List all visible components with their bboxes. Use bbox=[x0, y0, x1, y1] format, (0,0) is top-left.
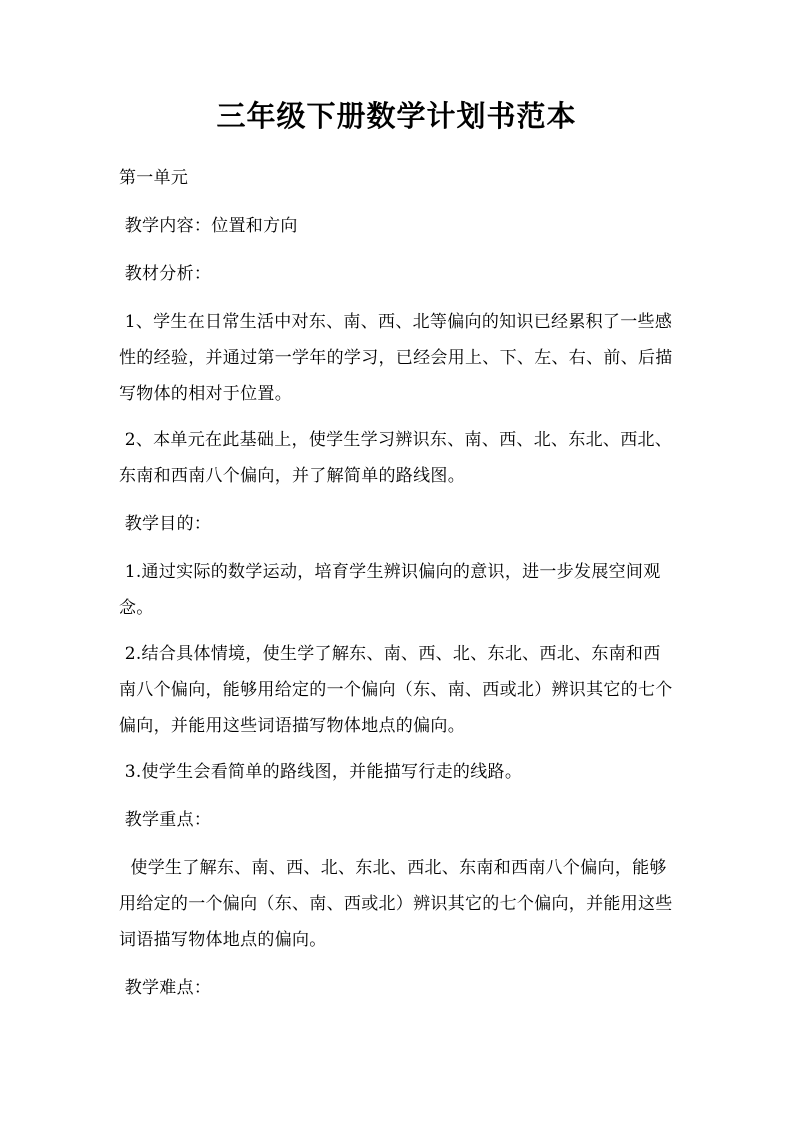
unit-heading: 第一单元 bbox=[119, 168, 189, 188]
analysis-heading: 教材分析： bbox=[119, 264, 212, 284]
analysis-paragraph-2: 2、本单元在此基础上，使学生学习辨识东、南、西、北、东北、西北、东南和西南八个偏向，并了解简单的路线图。 bbox=[119, 430, 673, 486]
document-body bbox=[119, 160, 675, 1006]
difficulty-heading: 教学难点： bbox=[119, 978, 212, 998]
goal-paragraph-2: 2.结合具体情境，使生学了解东、南、西、北、东北、西北、东南和西南八个偏向，能够用给定的一个偏向（东、南、西或北）辨识其它的七个偏向，并能用这些词语描写物体地点的偏向。 bbox=[119, 644, 673, 736]
key-points-heading: 教学重点： bbox=[119, 810, 212, 830]
goals-heading: 教学目的： bbox=[119, 514, 212, 534]
analysis-paragraph-1: 1、学生在日常生活中对东、南、西、北等偏向的知识已经累积了一些感性的经验，并通过第一学年的学习，已经会用上、下、左、右、前、后描写物体的相对于位置。 bbox=[119, 312, 673, 404]
key-points-paragraph: 使学生了解东、南、西、北、东北、西北、东南和西南八个偏向，能够用给定的一个偏向（东、南、西或北）辨识其它的七个偏向，并能用这些词语描写物体地点的偏向。 bbox=[119, 858, 673, 950]
document-title: 三年级下册数学计划书范本 bbox=[216, 99, 577, 133]
teaching-content: 教学内容：位置和方向 bbox=[119, 216, 298, 236]
goal-paragraph-3: 3.使学生会看简单的路线图，并能描写行走的线路。 bbox=[119, 762, 523, 782]
goal-paragraph-1: 1.通过实际的数学运动，培育学生辨识偏向的意识，进一步发展空间观念。 bbox=[119, 562, 661, 618]
